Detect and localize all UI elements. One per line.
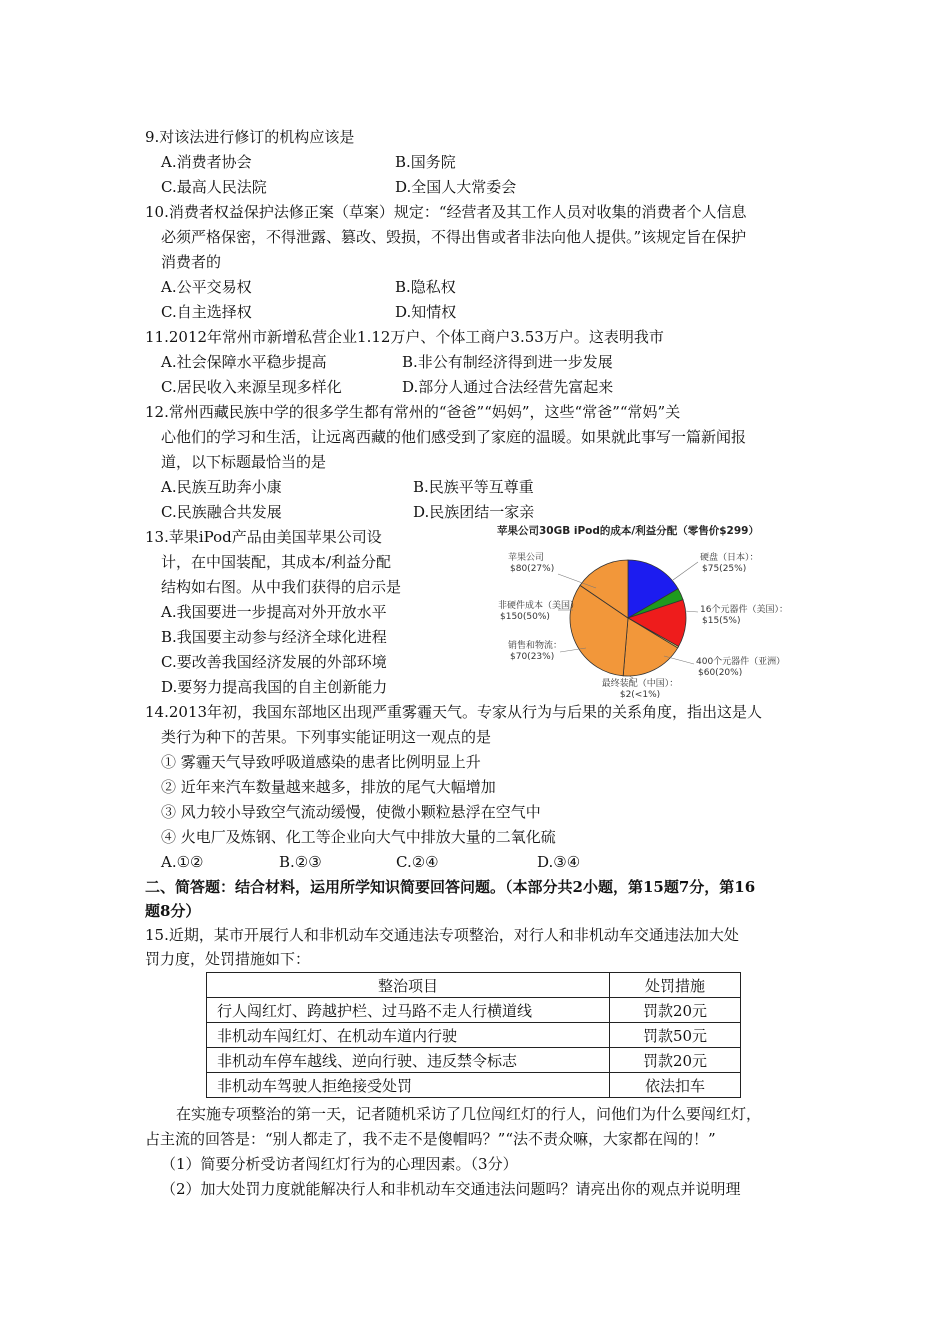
q9-option-b: B.国务院: [395, 153, 456, 171]
penalty-table: [206, 972, 741, 1098]
q12-line-2: 心他们的学习和生活，让远离西藏的他们感受到了家庭的温暖。如果就此事写一篇新闻报: [161, 428, 747, 446]
q14-option-a: A.①②: [161, 853, 204, 871]
pie-slice-value-label: $80(27%): [510, 564, 555, 574]
q14-item-2: ② 近年来汽车数量越来越多，排放的尾气大幅增加: [161, 778, 496, 796]
q13-option-b: B.我国要主动参与经济全球化进程: [161, 628, 387, 646]
pie-slice-value-label: $150(50%): [500, 612, 550, 622]
pie-slice-label: 硬盘（日本）：: [700, 553, 759, 563]
table-row: [207, 1023, 741, 1048]
pie-slice-label: 16个元器件（美国）：: [700, 605, 788, 615]
q14-option-c: C.②④: [396, 853, 439, 871]
q14-item-1: ① 雾霾天气导致呼吸道感染的患者比例明显上升: [161, 753, 481, 771]
q10-option-b: B.隐私权: [395, 278, 456, 296]
q14-item-4: ④ 火电厂及炼钢、化工等企业向大气中排放大量的二氧化硫: [161, 828, 556, 846]
q13-option-d: D.要努力提高我国的自主创新能力: [161, 678, 388, 696]
q15-subquestion-1: （1）简要分析受访者闯红灯行为的心理因素。（3分）: [161, 1155, 518, 1173]
section2-heading-1: 二、简答题：结合材料，运用所学知识简要回答问题。（本部分共2小题，第15题7分，第16: [145, 878, 756, 896]
q9-option-d: D.全国人大常委会: [395, 178, 517, 196]
q12-line-1: 12.常州西藏民族中学的很多学生都有常州的“爸爸”“妈妈”，这些“常爸”“常妈”关: [145, 403, 681, 421]
table-cell: 非机动车停车越线、逆向行驶、违反禁令标志: [207, 1048, 610, 1073]
pie-slice-label: 苹果公司: [508, 553, 545, 563]
q10-line-1: 10.消费者权益保护法修正案（草案）规定：“经营者及其工作人员对收集的消费者个人信息: [145, 203, 747, 221]
q13-option-a: A.我国要进一步提高对外开放水平: [161, 603, 387, 621]
section2-heading-2: 题8分）: [145, 902, 201, 920]
ipod-cost-pie-chart: [468, 518, 790, 698]
q15-subquestion-2: （2）加大处罚力度就能解决行人和非机动车交通违法问题吗？请亮出你的观点并说明理: [161, 1180, 741, 1198]
table-cell: 非机动车驾驶人拒绝接受处罚: [207, 1073, 610, 1098]
q11-option-c: C.居民收入来源呈现多样化: [161, 378, 342, 396]
q14-line-1: 14.2013年初，我国东部地区出现严重雾霾天气。专家从行为与后果的关系角度，指出这是人: [145, 703, 763, 721]
q12-option-a: A.民族互助奔小康: [161, 478, 282, 496]
q14-option-d: D.③④: [537, 853, 581, 871]
pie-slice-value-label: $15(5%): [702, 616, 741, 626]
q9-stem: 9.对该法进行修订的机构应该是: [145, 128, 355, 146]
q11-option-d: D.部分人通过合法经营先富起来: [402, 378, 614, 396]
q11-stem: 11.2012年常州市新增私营企业1.12万户、个体工商户3.53万户。这表明我市: [145, 328, 664, 346]
q9-option-a: A.消费者协会: [161, 153, 252, 171]
q9-option-c: C.最高人民法院: [161, 178, 267, 196]
table-row: [207, 1048, 741, 1073]
q12-option-c: C.民族融合共发展: [161, 503, 282, 521]
table-cell: 罚款20元: [610, 1048, 741, 1073]
pie-slice-value-label: $60(20%): [698, 668, 743, 678]
q13-line-3: 结构如右图。从中我们获得的启示是: [161, 578, 402, 596]
q12-line-3: 道，以下标题最恰当的是: [161, 453, 327, 471]
table-header-penalty: 处罚措施: [610, 973, 741, 998]
table-cell: 非机动车闯红灯、在机动车道内行驶: [207, 1023, 610, 1048]
pie-slice-label: 销售和物流：: [508, 641, 563, 651]
q14-item-3: ③ 风力较小导致空气流动缓慢，使微小颗粒悬浮在空气中: [161, 803, 541, 821]
q13-line-1: 13.苹果iPod产品由美国苹果公司设: [145, 528, 382, 546]
q15-material-line-1: 在实施专项整治的第一天，记者随机采访了几位闯红灯的行人，问他们为什么要闯红灯，: [176, 1105, 762, 1123]
table-cell: 依法扣车: [610, 1073, 741, 1098]
table-row: [207, 998, 741, 1023]
q15-line-2: 罚力度，处罚措施如下：: [145, 950, 311, 968]
q11-option-b: B.非公有制经济得到进一步发展: [402, 353, 613, 371]
q11-option-a: A.社会保障水平稳步提高: [161, 353, 327, 371]
pie-slice-label: 最终装配（中国）：: [601, 679, 679, 689]
pie-slice-value-label: $70(23%): [510, 652, 555, 662]
pie-slice-label: 非硬件成本（美国）: [498, 601, 580, 611]
q10-line-2: 必须严格保密，不得泄露、篡改、毁损，不得出售或者非法向他人提供。”该规定旨在保护: [161, 228, 747, 246]
table-cell: 行人闯红灯、跨越护栏、过马路不走人行横道线: [207, 998, 610, 1023]
q13-option-c: C.要改善我国经济发展的外部环境: [161, 653, 387, 671]
q10-option-a: A.公平交易权: [161, 278, 252, 296]
pie-slice-value-label: $75(25%): [702, 564, 747, 574]
pie-leader-line: [685, 611, 698, 612]
q12-option-b: B.民族平等互尊重: [413, 478, 534, 496]
q10-line-3: 消费者的: [161, 253, 222, 271]
pie-leader-line: [673, 562, 698, 580]
q14-option-b: B.②③: [279, 853, 322, 871]
table-header-item: 整治项目: [207, 973, 610, 998]
table-cell: 罚款50元: [610, 1023, 741, 1048]
q14-line-2: 类行为种下的苦果。下列事实能证明这一观点的是: [161, 728, 492, 746]
q15-material-line-2: 占主流的回答是：“别人都走了，我不走不是傻帽吗？”“法不责众嘛，大家都在闯的！”: [145, 1130, 716, 1148]
table-row: [207, 1073, 741, 1098]
q15-line-1: 15.近期，某市开展行人和非机动车交通违法专项整治，对行人和非机动车交通违法加大处: [145, 926, 739, 944]
table-cell: 罚款20元: [610, 998, 741, 1023]
table-header-row: [207, 973, 741, 998]
q10-option-c: C.自主选择权: [161, 303, 252, 321]
q10-option-d: D.知情权: [395, 303, 457, 321]
q12-option-d: D.民族团结一家亲: [413, 503, 535, 521]
q13-line-2: 计，在中国装配，其成本/利益分配: [161, 553, 392, 571]
pie-slice-label: 400个元器件（亚洲）: [696, 657, 786, 667]
chart-title: 苹果公司30GB iPod的成本/利益分配（零售价$299）: [497, 525, 759, 537]
pie-slice-value-label: $2(<1%): [619, 690, 661, 698]
